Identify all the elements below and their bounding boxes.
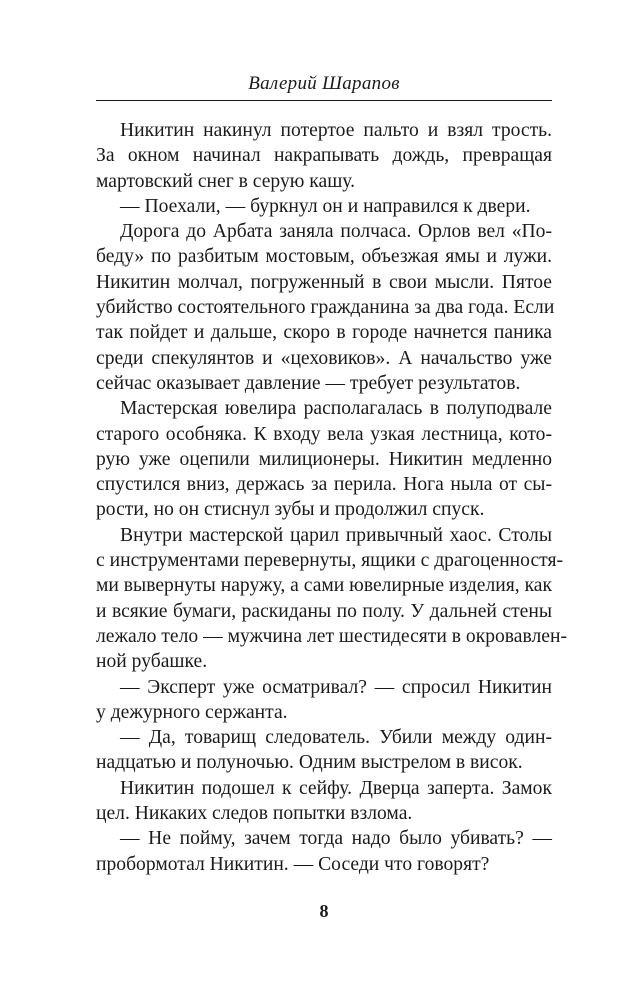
text-line: спустился вниз, держась за перила. Нога ныла от сы- bbox=[96, 474, 552, 496]
text-line: — Эксперт уже осматривал? — спросил Никитин bbox=[120, 676, 552, 698]
text-line: — Не пойму, зачем тогда надо было убивать? — bbox=[120, 828, 552, 850]
paragraph bbox=[96, 826, 552, 877]
running-header-author: Валерий Шарапов bbox=[248, 73, 400, 94]
text-line: ми вывернуты наружу, а сами ювелирные изделия, как bbox=[96, 575, 553, 597]
text-line: мартовский снег в серую кашу. bbox=[96, 170, 356, 192]
text-line: Мастерская ювелира располагалась в полуподвале bbox=[120, 398, 552, 420]
text-line: с инструментами перевернуты, ящики с драгоценностя- bbox=[96, 550, 563, 572]
text-line: рости, но он стиснул зубы и продолжил спуск. bbox=[96, 499, 485, 521]
text-line: убийство состоятельного гражданина за два года. Если bbox=[96, 297, 555, 319]
page-number: 8 bbox=[319, 901, 329, 921]
paragraph bbox=[96, 776, 552, 827]
text-line: Дорога до Арбата заняла полчаса. Орлов вел «По- bbox=[120, 221, 552, 243]
text-line: так пойдет и дальше, скоро в городе начнется паника bbox=[96, 322, 552, 344]
text-line: сейчас оказывает давление — требует результатов. bbox=[96, 372, 521, 394]
text-line: старого особняка. К входу вела узкая лестница, кото- bbox=[96, 423, 552, 445]
body-text bbox=[96, 118, 567, 877]
text-line: и всякие бумаги, раскиданы по полу. У дальней стены bbox=[96, 600, 552, 622]
paragraph bbox=[96, 396, 552, 522]
text-line: Никитин накинул потертое пальто и взял трость. bbox=[120, 120, 552, 141]
text-line: Внутри мастерской царил привычный хаос. Столы bbox=[120, 524, 552, 546]
text-line: рую уже оцепили милиционеры. Никитин медленно bbox=[96, 448, 552, 470]
text-line: цел. Никаких следов попытки взлома. bbox=[96, 803, 413, 825]
text-line: у дежурного сержанта. bbox=[96, 701, 288, 723]
paragraph bbox=[96, 725, 552, 776]
text-line: пробормотал Никитин. — Соседи что говорят? bbox=[96, 853, 490, 875]
paragraph bbox=[96, 675, 552, 726]
text-line: ной рубашке. bbox=[96, 651, 208, 673]
text-line: Никитин подошел к сейфу. Дверца заперта. Замок bbox=[120, 777, 552, 799]
paragraph bbox=[96, 219, 555, 396]
paragraph bbox=[96, 118, 552, 194]
text-line: За окном начинал накрапывать дождь, превращая bbox=[96, 145, 552, 167]
paragraph bbox=[96, 194, 552, 219]
text-line: Никитин молчал, погруженный в свои мысли. Пятое bbox=[96, 271, 552, 293]
header-rule bbox=[96, 100, 552, 101]
text-line: — Да, товарищ следователь. Убили между один- bbox=[120, 727, 552, 749]
text-line: лежало тело — мужчина лет шестидесяти в окровавлен- bbox=[96, 625, 567, 647]
paragraph bbox=[96, 523, 567, 675]
text-line: беду» по разбитым мостовым, объезжая ямы и лужи. bbox=[96, 246, 552, 268]
text-line: — Поехали, — буркнул он и направился к двери. bbox=[120, 195, 531, 217]
text-line: надцатью и полуночью. Одним выстрелом в висок. bbox=[96, 752, 523, 774]
text-line: среди спекулянтов и «цеховиков». А начальство уже bbox=[96, 347, 552, 369]
